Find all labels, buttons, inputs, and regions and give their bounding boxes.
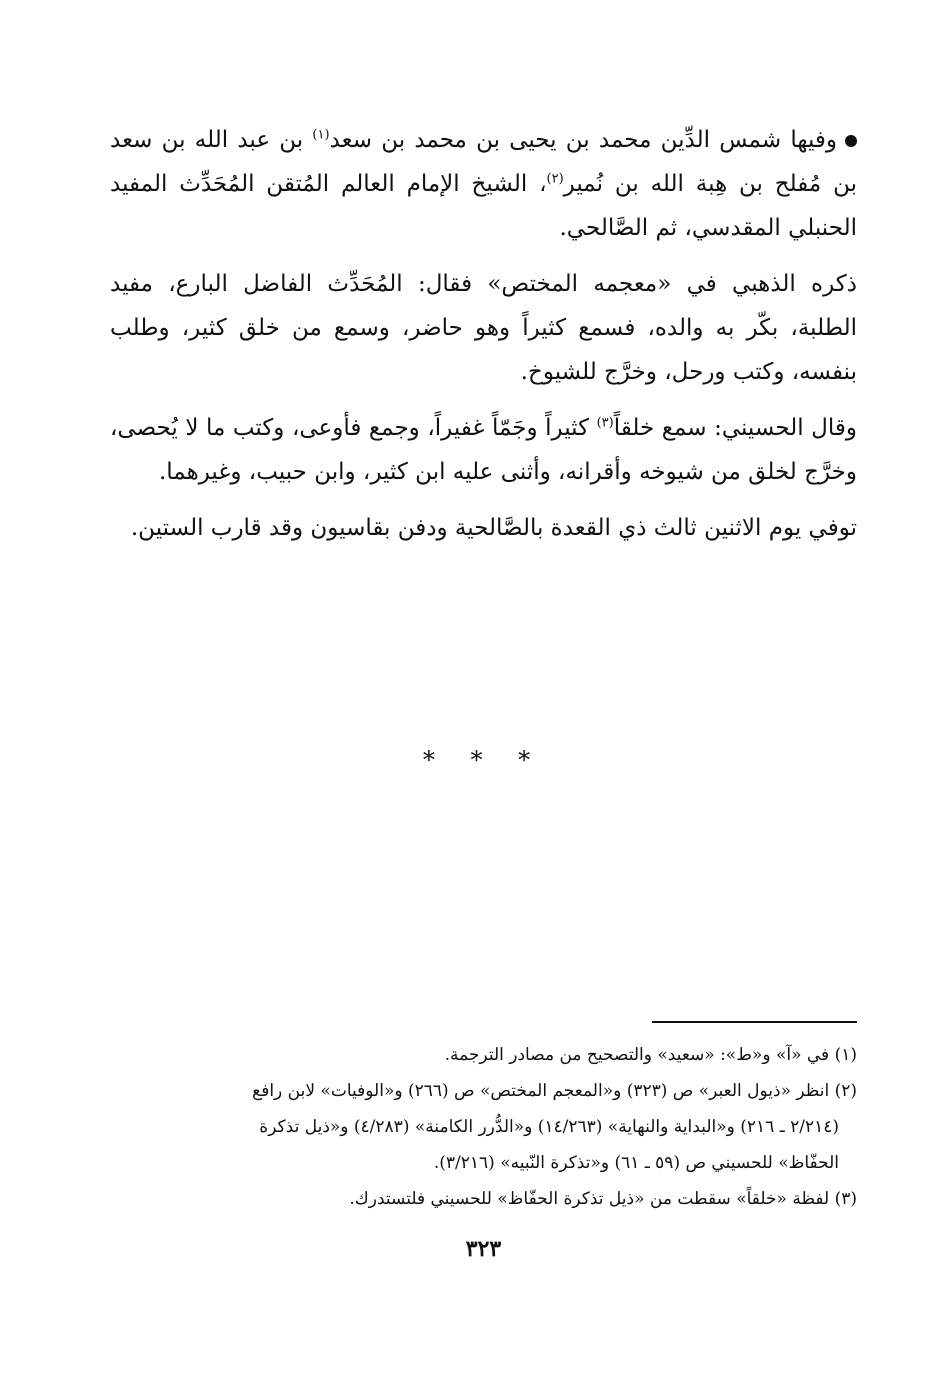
page-number: ٣٢٣ [465, 1236, 502, 1262]
footnote-ref-3[interactable]: (٣) [596, 415, 614, 431]
footnote-2: (٢) انظر «ذيول العبر» ص (٣٢٣) و«المعجم المختص» ص (٢٦٦) و«الوفيات» لابن رافع [252, 1081, 857, 1101]
section-separator: * * * [422, 746, 545, 774]
paragraph-3-part-1: وقال الحسيني: سمع خلقاً [613, 415, 857, 441]
paragraph-1-part-2: بن عبد الله بن سعد بن مُفلح بن هِبة الله بن نُمير [110, 127, 857, 197]
paragraph-death: توفي يوم الاثنين ثالث ذي القعدة بالصَّالحية ودفن بقاسيون وقد قارب الستين. [130, 515, 857, 541]
paragraph-1-part-3: ، الشيخ الإمام العالم المُتقن المُحَدِّث المفيد الحنبلي المقدسي، ثم الصَّالحي. [110, 171, 857, 241]
paragraph-husayni [110, 406, 857, 494]
footnote-2-line-3: الحفّاظ» للحسيني ص (٥٩ ـ ٦١) و«تذكرة النّبيه» (٣/٢١٦). [433, 1153, 839, 1173]
footnote-2-line-2: (٢/٢١٤ ـ ٢١٦) و«البداية والنهاية» (١٤/٢٦٣) و«الدُّرر الكامنة» (٤/٢٨٣) و«ذيل تذكرة [259, 1117, 839, 1137]
main-text [110, 118, 857, 550]
footnote-1: (١) في «آ» و«ط»: «سعيد» والتصحيح من مصادر الترجمة. [444, 1045, 857, 1065]
book-page [110, 118, 857, 1378]
footnote-ref-2[interactable]: (٢) [546, 171, 564, 187]
footnote-3: (٣) لفظة «خلقاً» سقطت من «ذيل تذكرة الحفّاظ» للحسيني فلتستدرك. [349, 1189, 857, 1209]
paragraph-3-part-2: كثيراً وجَمّاً غفيراً، وجمع فأوعى، وكتب ما لا يُحصى، وخرَّج لخلق من شيوخه وأقرانه، وأثنى عليه ابن كثير، وابن حبيب، وغيرهما. [110, 415, 857, 485]
footnote-divider [652, 1021, 857, 1023]
paragraph-dhahabi: ذكره الذهبي في «معجمه المختص» فقال: المُحَدِّث الفاضل البارع، مفيد الطلبة، بكّر به والده، فسمع كثيراً وهو حاضر، وسمع من خلق كثير، وطلب بنفسه، وكتب ورحل، وخرَّج للشيوخ. [110, 271, 857, 385]
footnote-ref-1[interactable]: (١) [312, 127, 330, 143]
bullet-icon [845, 135, 857, 147]
paragraph-1-part-1: وفيها شمس الدِّين محمد بن يحيى بن محمد بن سعد [329, 127, 837, 153]
paragraph-biography-intro [110, 118, 857, 250]
footnotes [110, 1038, 857, 1218]
